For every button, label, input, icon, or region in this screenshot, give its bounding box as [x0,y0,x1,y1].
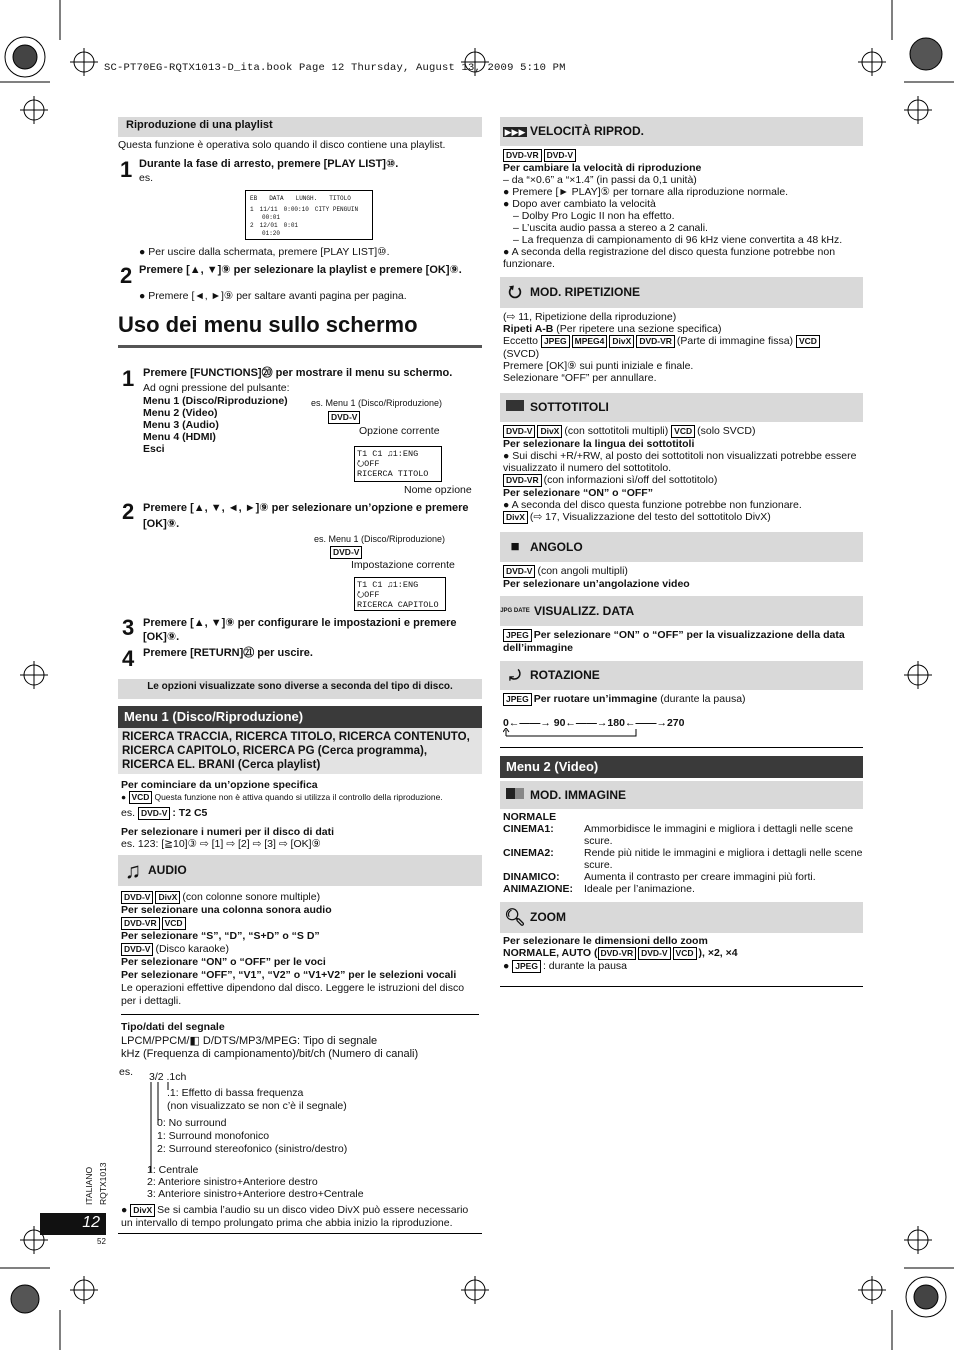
playlist-exit-note: ● Per uscire dalla schermata, premere [PLAY LIST]⑩. [139,246,390,258]
signal-es: es. [119,1066,134,1078]
menu-step-1: Premere [FUNCTIONS]⑳ per mostrare il menu su schermo. [143,367,453,379]
numbers-title: Per selezionare i numeri per il disco di dati [121,826,334,838]
fig1-tag: DVD-V [328,411,360,424]
fig1-screen: T1 C1 ♫1:ENG ⭮OFF RICERCA TITOLO [354,446,442,482]
zoom-body: Per selezionare le dimensioni dello zoom NORMALE, AUTO ( DVD-VR DVD-V VCD ), ×2, ×4 ● JPEG : durante la pausa [503,935,738,972]
audio-body: DVD-V DivX (con colonne sonore multiple) Per selezionare una colonna sonora audio DVD-VR VCD Per selezionare “S”, “D”, “S+D” o “S D” DVD-V (Disco karaoke) Per selezionare “ON” o “OFF” per le voci Per selezionare “OFF”, “V1”, “V2” o “V1+V2” per le selezioni vocali Le operazioni effettive dipendono dal disco. Leggere le istruzioni del disco per i dettagli. [121,891,465,1007]
menu-step-3: Premere [▲, ▼]⑨ per configurare le impostazioni e premere [OK]⑨. [143,617,457,643]
menu-step-1-number: 1 [122,366,135,391]
menu-step-4: Premere [RETURN]㉑ per uscire. [143,647,313,659]
es-t2c5: es. DVD-V : T2 C5 [121,807,208,819]
step-2-number: 2 [120,263,133,288]
sottotitoli-bar: SOTTOTITOLI [500,393,863,422]
lfe-desc: .1: Effetto di bassa frequenza (non visualizzato se non c’è il segnale) [167,1087,347,1112]
menu-step-1-sub: Ad ogni pressione del pulsante: [143,382,290,394]
playlist-intro: Questa funzione è operativa solo quando il disco contiene una playlist. [118,139,446,151]
jpg-date-icon: JPG DATE [500,607,530,614]
playlist-step-1: Durante la fase di arresto, premere [PLAY LIST]⑩. [139,158,399,170]
signal-rule [121,1014,479,1015]
immagine-table: NORMALE CINEMA1: Ammorbidisce le immagini e migliora i dettagli nelle scene scure. CINEMA2: Rende più nitide le immagini e migliora i dettagli nelle scene scure. DINAMICO: Aumenta il contrasto per creare immagini più forti. ANIMAZIONE: Ideale per l’animazione. [503,811,863,895]
subtitle-icon [500,399,530,415]
ripetizione-bar: ⭮ MOD. RIPETIZIONE [500,277,863,308]
menu-step-4-number: 4 [122,646,135,671]
data-bar: JPG DATE VISUALIZZ. DATA [500,596,863,626]
angolo-bar: ■ ANGOLO [500,532,863,562]
picture-mode-icon [500,787,530,803]
menu-step-2-number: 2 [122,499,135,524]
camera-icon: ■ [510,537,520,555]
signal-line-2: kHz (Frequenza di campionamento)/bit/ch (Numero di canali) [121,1048,419,1060]
right-mid-rule [500,747,863,748]
playlist-step-2-note: ● Premere [◄, ►]⑨ per saltare avanti pagina per pagina. [139,290,407,302]
side-language: ITALIANO [84,1166,94,1205]
fig1-label-bottom: Nome opzione [404,484,472,496]
angolo-body: DVD-V (con angoli multipli) Per selezionare un’angolazione video [503,565,690,590]
playlist-bar: Riproduzione di una playlist [118,117,482,137]
page-number: 12 [40,1213,106,1235]
step-1-number: 1 [120,157,133,182]
menu-step-2: Premere [▲, ▼, ◄, ►]⑨ per selezionare un’opzione e premere [OK]⑨. [143,502,469,530]
vcd-note: ● VCD Questa funzione non è attiva quando si utilizza il controllo della riproduzione. [121,792,443,802]
fig2-caption: es. Menu 1 (Disco/Riproduzione) [314,534,446,544]
fig1-caption: es. Menu 1 (Disco/Riproduzione) [311,398,443,408]
rotation-return-arrow [503,728,643,738]
page-subnumber: 52 [97,1237,106,1246]
velocita-bar: ▶▶▶ VELOCITÀ RIPROD. [500,117,863,146]
right-bottom-rule [500,986,863,987]
data-body: JPEG Per selezionare “ON” o “OFF” per la visualizzazione della data dell’immagine [503,629,845,654]
sottotitoli-body: DVD-V DivX (con sottotitoli multipli) VCD (solo SVCD) Per selezionare la lingua dei sottotitoli ● Sui dischi +R/+RW, al posto dei sottotitoli non visualizzati potrebbe essere visualizzato il numero del sottotitolo. DVD-VR (con informazioni sì/off del sottotitolo) Per selezionare “ON” o “OFF” ● A seconda del disco questa funzione potrebbe non funzionare. DivX (⇨ 17, Visualizzazione del testo del sottotitolo DivX) [503,425,857,523]
search-options: RICERCA TRACCIA, RICERCA TITOLO, RICERCA CONTENUTO, RICERCA CAPITOLO, RICERCA PG (Cerca programma), RICERCA EL. BRANI (Cerca playlist) [118,728,482,774]
menu-step-3-number: 3 [122,615,135,640]
rotation-sequence: 0←——→ 90←——→180←——→270 [503,717,685,729]
file-header: SC-PT70EG-RQTX1013-D_ita.book Page 12 Thursday, August 13, 2009 5:10 PM [104,62,566,74]
numbers-example: es. 123: [≧10]③ ⇨ [1] ⇨ [2] ⇨ [3] ⇨ [OK]⑨ [121,838,321,850]
es-label: es. [139,172,154,184]
fig1-label-top: Opzione corrente [359,425,440,437]
side-code: RQTX1013 [98,1162,108,1205]
options-note: Le opzioni visualizzate sono diverse a seconda del tipo di disco. [118,679,482,699]
menu-list: Menu 1 (Disco/Riproduzione) Menu 2 (Video) Menu 3 (Audio) Menu 4 (HDMI) Esci [143,395,288,455]
signal-title: Tipo/dati del segnale [121,1021,225,1033]
rotate-icon: ⤾ [509,666,521,683]
playlist-step-2: Premere [▲, ▼]⑨ per selezionare la playlist e premere [OK]⑨. [139,264,462,276]
front-desc: 1: Centrale 2: Anteriore sinistro+Anteriore destro 3: Anteriore sinistro+Anteriore destro+Centrale [147,1164,364,1200]
immagine-bar: MOD. IMMAGINE [500,781,863,809]
rotazione-body: JPEG Per ruotare un’immagine (durante la pausa) [503,693,746,706]
fig2-label-top: Impostazione corrente [351,559,455,571]
title-rule [118,345,482,348]
fig2-screen: T1 C1 ♫1:ENG ⭮OFF RICERCA CAPITOLO [354,577,446,611]
surround-desc: 0: No surround 1: Surround monofonico 2: Surround stereofonico (sinistro/destro) [157,1117,348,1155]
velocita-body: DVD-VR DVD-V Per cambiare la velocità di riproduzione – da “×0.6” a “×1.4” (in passi da 0,1 unità) ● Premere [► PLAY]⑤ per tornare alla riproduzione normale. ● Dopo aver cambiato la velocità – Dolby Pro Logic II non ha effetto. – L’uscita audio passa a stereo a 2 canali. – La frequenza di campionamento di 96 kHz viene convertita a 48 kHz. ● A seconda della registrazione del disco questa funzione potrebbe non funzionare. [503,150,843,270]
repeat-icon: ⭮ [508,283,522,301]
signal-line-1: LPCM/PPCM/◧ D/DTS/MP3/MPEG: Tipo di segnale [121,1035,378,1047]
left-bottom-rule [118,1233,482,1234]
fig2-tag: DVD-V [330,546,362,559]
divx-audio-note: ● DivX Se si cambia l’audio su un disco video DivX può essere necessario un intervallo di tempo prolungato prima che abbia inizio la riproduzione. [121,1204,469,1229]
menu1-header: Menu 1 (Disco/Riproduzione) [118,706,482,728]
music-note-icon: ♫ [124,857,142,883]
channel-example: 3/2 .1ch [149,1071,187,1083]
start-from-title: Per cominciare da un’opzione specifica [121,779,318,791]
menu2-header: Menu 2 (Video) [500,756,863,778]
playlist-screen: EB DATA LUNGH. TITOLO 1 11/11 0:00:10 CITY PENGUIN 00:01 2 12/01 0:01 01:20 [245,190,373,240]
magnifier-icon: 🔍︎ [504,907,526,927]
audio-bar: ♫ AUDIO [118,855,482,886]
zoom-bar: 🔍︎ ZOOM [500,902,863,933]
page-title: Uso dei menu sullo schermo [118,312,418,337]
rotazione-bar: ⤾ ROTAZIONE [500,661,863,690]
ripetizione-body: (⇨ 11, Ripetizione della riproduzione) Ripeti A-B (Per ripetere una sezione specifica) Eccetto JPEG MPEG4 DivX DVD-VR (Parte di immagine fissa) VCD (SVCD) Premere [OK]⑨ sui punti iniziale e finale. Selezionare “OFF” per annullare. [503,311,863,384]
fast-forward-icon: ▶▶▶ [504,127,526,138]
